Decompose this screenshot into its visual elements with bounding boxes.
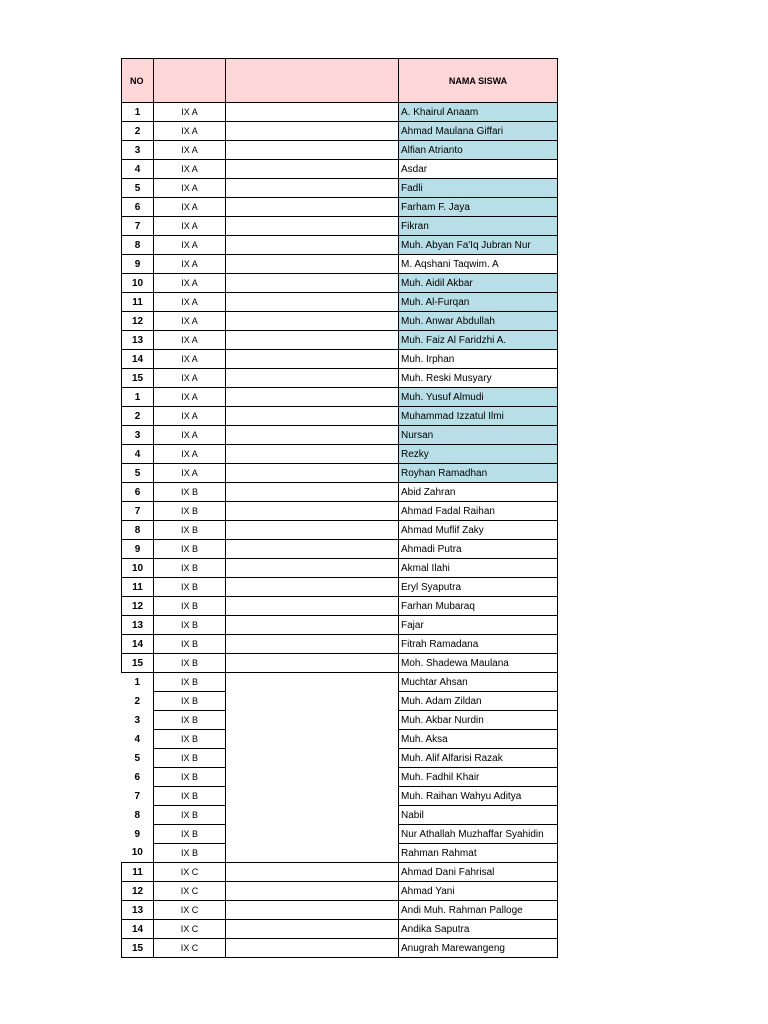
row-student-name: Ahmad Muflif Zaky <box>399 521 558 540</box>
row-blank <box>226 692 399 711</box>
table-row <box>122 825 558 844</box>
row-class: IX A <box>154 407 226 426</box>
row-blank <box>226 882 399 901</box>
row-number: 2 <box>122 122 154 141</box>
row-number: 14 <box>122 350 154 369</box>
row-blank <box>226 597 399 616</box>
table-row <box>122 806 558 825</box>
row-blank <box>226 122 399 141</box>
row-student-name: A. Khairul Anaam <box>399 103 558 122</box>
table-row <box>122 920 558 939</box>
table-row <box>122 407 558 426</box>
row-class: IX B <box>154 635 226 654</box>
row-number: 6 <box>122 198 154 217</box>
table-row <box>122 312 558 331</box>
header-nama-siswa: NAMA SISWA <box>399 59 558 103</box>
row-class: IX B <box>154 654 226 673</box>
student-table <box>121 58 558 958</box>
row-class: IX B <box>154 730 226 749</box>
table-row <box>122 901 558 920</box>
row-student-name: Muh. Adam Zildan <box>399 692 558 711</box>
row-number: 15 <box>122 369 154 388</box>
table-row <box>122 198 558 217</box>
row-student-name: Muh. Reski Musyary <box>399 369 558 388</box>
row-number: 7 <box>122 217 154 236</box>
row-student-name: Ahmad Maulana Giffari <box>399 122 558 141</box>
table-row <box>122 939 558 958</box>
row-blank <box>226 901 399 920</box>
table-row <box>122 483 558 502</box>
row-class: IX B <box>154 578 226 597</box>
table-header <box>122 59 558 103</box>
table-row <box>122 654 558 673</box>
table-row <box>122 141 558 160</box>
row-class: IX A <box>154 445 226 464</box>
row-student-name: Nabil <box>399 806 558 825</box>
row-blank <box>226 806 399 825</box>
table-row <box>122 217 558 236</box>
row-blank <box>226 578 399 597</box>
row-class: IX A <box>154 217 226 236</box>
row-student-name: Farham F. Jaya <box>399 198 558 217</box>
row-blank <box>226 844 399 863</box>
table-body <box>122 103 558 958</box>
row-student-name: Eryl Syaputra <box>399 578 558 597</box>
row-blank <box>226 711 399 730</box>
row-number: 5 <box>122 179 154 198</box>
row-number: 3 <box>122 426 154 445</box>
table-row <box>122 103 558 122</box>
row-number: 8 <box>122 806 154 825</box>
row-class: IX A <box>154 426 226 445</box>
row-class: IX B <box>154 768 226 787</box>
row-student-name: Muchtar Ahsan <box>399 673 558 692</box>
table-row <box>122 863 558 882</box>
row-class: IX A <box>154 312 226 331</box>
row-student-name: Ahmadi Putra <box>399 540 558 559</box>
row-class: IX B <box>154 559 226 578</box>
row-number: 6 <box>122 768 154 787</box>
row-student-name: Ahmad Yani <box>399 882 558 901</box>
row-student-name: Muh. Yusuf Almudi <box>399 388 558 407</box>
table-row <box>122 179 558 198</box>
table-row <box>122 616 558 635</box>
row-class: IX B <box>154 806 226 825</box>
row-student-name: Muh. Akbar Nurdin <box>399 711 558 730</box>
table-row <box>122 502 558 521</box>
row-number: 12 <box>122 312 154 331</box>
row-class: IX B <box>154 483 226 502</box>
row-number: 5 <box>122 749 154 768</box>
row-student-name: Muh. Aksa <box>399 730 558 749</box>
row-blank <box>226 198 399 217</box>
row-class: IX A <box>154 198 226 217</box>
table-row <box>122 692 558 711</box>
row-class: IX B <box>154 540 226 559</box>
table-row <box>122 749 558 768</box>
row-class: IX B <box>154 711 226 730</box>
row-class: IX B <box>154 787 226 806</box>
row-blank <box>226 540 399 559</box>
row-class: IX A <box>154 331 226 350</box>
row-number: 11 <box>122 863 154 882</box>
row-student-name: Fitrah Ramadana <box>399 635 558 654</box>
row-blank <box>226 673 399 692</box>
row-student-name: Abid Zahran <box>399 483 558 502</box>
row-number: 4 <box>122 445 154 464</box>
row-blank <box>226 445 399 464</box>
table-row <box>122 635 558 654</box>
row-number: 10 <box>122 844 154 863</box>
row-class: IX C <box>154 920 226 939</box>
row-number: 1 <box>122 388 154 407</box>
row-number: 8 <box>122 521 154 540</box>
row-student-name: Muh. Alif Alfarisi Razak <box>399 749 558 768</box>
row-student-name: Ahmad Fadal Raihan <box>399 502 558 521</box>
row-class: IX B <box>154 502 226 521</box>
table-row <box>122 388 558 407</box>
row-class: IX A <box>154 122 226 141</box>
table-row <box>122 464 558 483</box>
row-blank <box>226 236 399 255</box>
table-row <box>122 445 558 464</box>
row-number: 1 <box>122 673 154 692</box>
row-student-name: Fajar <box>399 616 558 635</box>
table-row <box>122 426 558 445</box>
row-student-name: Farhan Mubaraq <box>399 597 558 616</box>
row-class: IX B <box>154 673 226 692</box>
table-row <box>122 331 558 350</box>
row-class: IX B <box>154 597 226 616</box>
row-number: 13 <box>122 331 154 350</box>
row-blank <box>226 103 399 122</box>
row-student-name: Asdar <box>399 160 558 179</box>
row-class: IX A <box>154 236 226 255</box>
row-student-name: Muh. Aidil Akbar <box>399 274 558 293</box>
row-blank <box>226 464 399 483</box>
row-student-name: Muh. Abyan Fa'Iq Jubran Nur <box>399 236 558 255</box>
row-class: IX B <box>154 616 226 635</box>
row-number: 14 <box>122 635 154 654</box>
row-class: IX A <box>154 255 226 274</box>
table-row <box>122 350 558 369</box>
table-row <box>122 768 558 787</box>
row-blank <box>226 939 399 958</box>
row-blank <box>226 312 399 331</box>
row-blank <box>226 160 399 179</box>
row-student-name: Alfian Atrianto <box>399 141 558 160</box>
row-blank <box>226 350 399 369</box>
row-student-name: Moh. Shadewa Maulana <box>399 654 558 673</box>
row-student-name: Nur Athallah Muzhaffar Syahidin <box>399 825 558 844</box>
row-student-name: Muh. Al-Furqan <box>399 293 558 312</box>
row-blank <box>226 388 399 407</box>
row-number: 2 <box>122 407 154 426</box>
table-row <box>122 540 558 559</box>
row-class: IX A <box>154 369 226 388</box>
row-class: IX B <box>154 749 226 768</box>
row-number: 7 <box>122 787 154 806</box>
table-row <box>122 255 558 274</box>
row-blank <box>226 331 399 350</box>
row-number: 3 <box>122 711 154 730</box>
row-number: 4 <box>122 730 154 749</box>
row-number: 10 <box>122 559 154 578</box>
row-number: 10 <box>122 274 154 293</box>
row-student-name: Anugrah Marewangeng <box>399 939 558 958</box>
row-blank <box>226 616 399 635</box>
row-blank <box>226 217 399 236</box>
row-number: 12 <box>122 882 154 901</box>
row-class: IX A <box>154 350 226 369</box>
row-class: IX A <box>154 103 226 122</box>
row-number: 11 <box>122 578 154 597</box>
row-student-name: Muh. Fadhil Khair <box>399 768 558 787</box>
row-class: IX A <box>154 464 226 483</box>
row-number: 15 <box>122 654 154 673</box>
table-row <box>122 521 558 540</box>
row-class: IX B <box>154 844 226 863</box>
row-blank <box>226 654 399 673</box>
row-number: 11 <box>122 293 154 312</box>
table-row <box>122 787 558 806</box>
row-class: IX C <box>154 901 226 920</box>
row-class: IX C <box>154 939 226 958</box>
row-student-name: Muhammad Izzatul Ilmi <box>399 407 558 426</box>
row-class: IX B <box>154 692 226 711</box>
table-row <box>122 274 558 293</box>
row-student-name: Fadli <box>399 179 558 198</box>
row-blank <box>226 293 399 312</box>
row-number: 15 <box>122 939 154 958</box>
row-number: 8 <box>122 236 154 255</box>
row-number: 7 <box>122 502 154 521</box>
row-blank <box>226 559 399 578</box>
table-row <box>122 730 558 749</box>
table-row <box>122 597 558 616</box>
table-row <box>122 293 558 312</box>
row-class: IX B <box>154 825 226 844</box>
row-student-name: Muh. Anwar Abdullah <box>399 312 558 331</box>
row-blank <box>226 521 399 540</box>
row-number: 9 <box>122 540 154 559</box>
row-number: 9 <box>122 255 154 274</box>
row-number: 13 <box>122 616 154 635</box>
row-number: 14 <box>122 920 154 939</box>
row-number: 9 <box>122 825 154 844</box>
row-blank <box>226 825 399 844</box>
row-blank <box>226 502 399 521</box>
row-class: IX A <box>154 388 226 407</box>
row-number: 13 <box>122 901 154 920</box>
row-student-name: Fikran <box>399 217 558 236</box>
row-number: 5 <box>122 464 154 483</box>
table-row <box>122 236 558 255</box>
row-blank <box>226 179 399 198</box>
row-blank <box>226 768 399 787</box>
header-row <box>122 59 558 103</box>
row-student-name: Rahman Rahmat <box>399 844 558 863</box>
row-class: IX A <box>154 274 226 293</box>
table-row <box>122 578 558 597</box>
table-row <box>122 369 558 388</box>
row-student-name: Nursan <box>399 426 558 445</box>
row-number: 6 <box>122 483 154 502</box>
header-class-blank <box>154 59 226 103</box>
row-blank <box>226 730 399 749</box>
row-blank <box>226 920 399 939</box>
row-class: IX A <box>154 160 226 179</box>
row-student-name: Ahmad Dani Fahrisal <box>399 863 558 882</box>
table-row <box>122 711 558 730</box>
header-blank <box>226 59 399 103</box>
header-no: NO <box>122 59 154 103</box>
row-class: IX B <box>154 521 226 540</box>
row-class: IX A <box>154 179 226 198</box>
row-class: IX C <box>154 863 226 882</box>
row-blank <box>226 749 399 768</box>
table-row <box>122 160 558 179</box>
row-blank <box>226 141 399 160</box>
row-student-name: M. Aqshani Taqwim. A <box>399 255 558 274</box>
row-blank <box>226 426 399 445</box>
row-student-name: Muh. Irphan <box>399 350 558 369</box>
row-number: 2 <box>122 692 154 711</box>
table-row <box>122 673 558 692</box>
table-row <box>122 882 558 901</box>
table-row <box>122 122 558 141</box>
table-row <box>122 844 558 863</box>
row-number: 3 <box>122 141 154 160</box>
row-class: IX A <box>154 141 226 160</box>
row-student-name: Andika Saputra <box>399 920 558 939</box>
row-student-name: Muh. Raihan Wahyu Aditya <box>399 787 558 806</box>
row-class: IX C <box>154 882 226 901</box>
row-blank <box>226 369 399 388</box>
row-student-name: Muh. Faiz Al Faridzhi A. <box>399 331 558 350</box>
row-blank <box>226 483 399 502</box>
row-blank <box>226 635 399 654</box>
row-class: IX A <box>154 293 226 312</box>
row-student-name: Rezky <box>399 445 558 464</box>
table-row <box>122 559 558 578</box>
row-number: 1 <box>122 103 154 122</box>
row-blank <box>226 787 399 806</box>
row-blank <box>226 863 399 882</box>
row-student-name: Andi Muh. Rahman Palloge <box>399 901 558 920</box>
row-blank <box>226 274 399 293</box>
row-blank <box>226 407 399 426</box>
row-blank <box>226 255 399 274</box>
row-student-name: Royhan Ramadhan <box>399 464 558 483</box>
row-number: 12 <box>122 597 154 616</box>
row-student-name: Akmal Ilahi <box>399 559 558 578</box>
row-number: 4 <box>122 160 154 179</box>
